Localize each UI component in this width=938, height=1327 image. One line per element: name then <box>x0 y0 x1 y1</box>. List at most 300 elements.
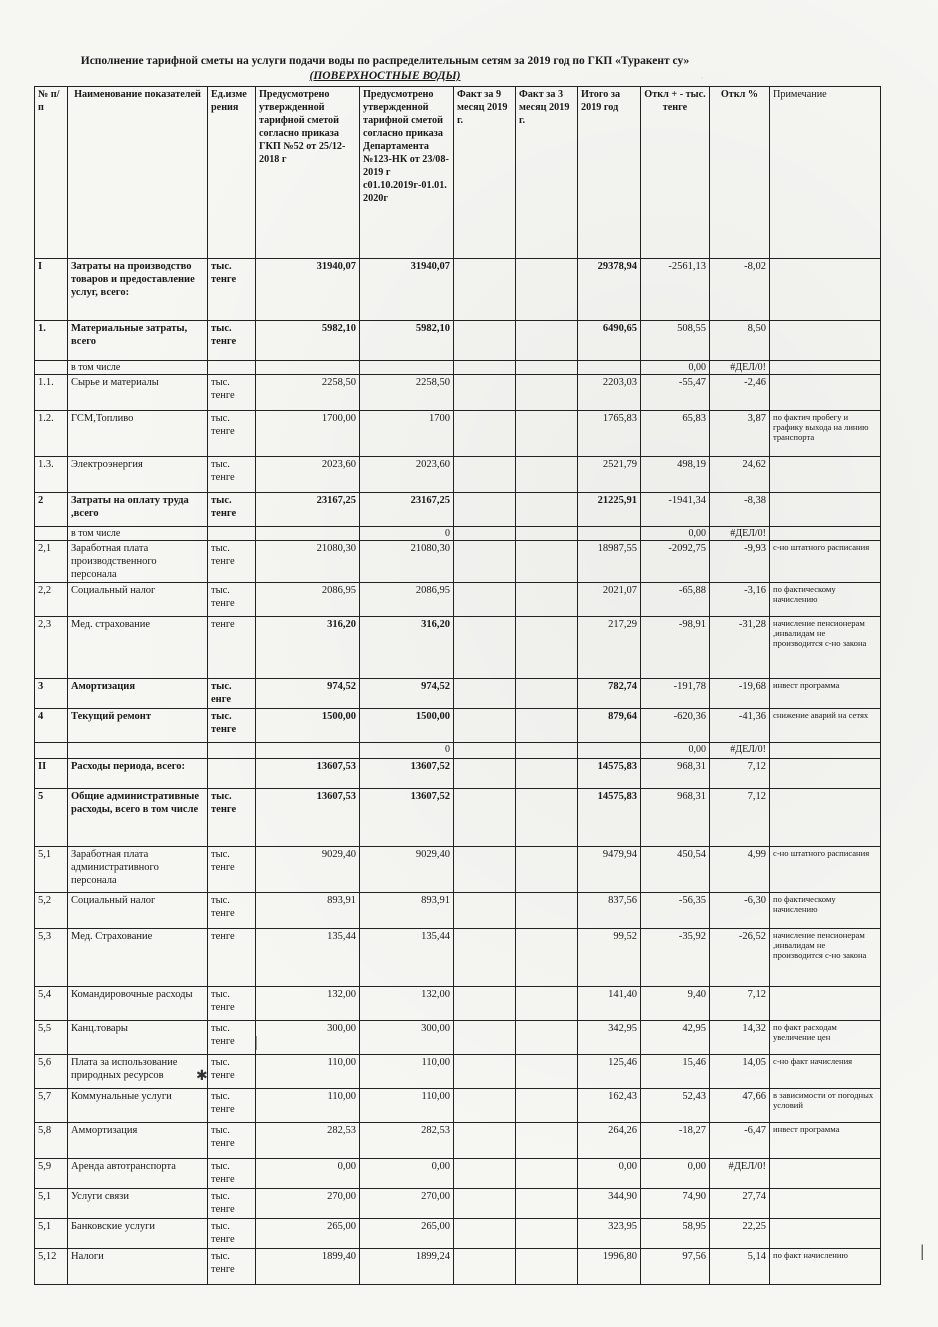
row-fact3 <box>516 1089 578 1123</box>
row-fact9 <box>454 375 516 411</box>
row-no: I <box>35 259 68 321</box>
row-name: в том числе <box>68 361 208 375</box>
table-row <box>35 929 881 987</box>
row-note <box>770 493 881 527</box>
row-total: 99,52 <box>578 929 641 987</box>
row-pct: -3,16 <box>710 583 770 617</box>
table-row <box>35 493 881 527</box>
row-plan2: 1899,24 <box>360 1249 454 1285</box>
title-subtitle: (ПОВЕРХНОСТНЫЕ ВОДЫ) <box>309 70 461 82</box>
row-fact9 <box>454 929 516 987</box>
row-plan1: 300,00 <box>256 1021 360 1055</box>
row-fact9 <box>454 1123 516 1159</box>
row-plan1: 0,00 <box>256 1159 360 1189</box>
row-note <box>770 759 881 789</box>
row-unit: тыс. тенге <box>208 789 256 847</box>
row-unit: тыс. тенге <box>208 583 256 617</box>
row-note <box>770 789 881 847</box>
table-row <box>35 1189 881 1219</box>
table-row <box>35 1219 881 1249</box>
title-text: Исполнение тарифной сметы на услуги подачи воды по распределительным сетям за 2019 год по ГКП «Туракент су» <box>80 55 690 67</box>
table-row <box>35 617 881 679</box>
row-total: 141,40 <box>578 987 641 1021</box>
row-plan1: 2086,95 <box>256 583 360 617</box>
row-plan2 <box>360 361 454 375</box>
row-unit <box>208 361 256 375</box>
row-pct: -31,28 <box>710 617 770 679</box>
row-no: 4 <box>35 709 68 743</box>
row-fact3 <box>516 759 578 789</box>
row-no: 5,12 <box>35 1249 68 1285</box>
row-fact3 <box>516 259 578 321</box>
header-unit: Ед.измерения <box>208 87 256 259</box>
row-unit: тыс. енге <box>208 679 256 709</box>
table-row <box>35 1089 881 1123</box>
row-fact3 <box>516 457 578 493</box>
row-no: 2,3 <box>35 617 68 679</box>
row-dev: -55,47 <box>641 375 710 411</box>
row-name: Расходы периода, всего: <box>68 759 208 789</box>
row-fact3 <box>516 1021 578 1055</box>
row-note: с-но штатного расписания <box>770 847 881 893</box>
row-plan2: 0,00 <box>360 1159 454 1189</box>
row-dev: 498,19 <box>641 457 710 493</box>
row-fact3 <box>516 929 578 987</box>
row-no: 1. <box>35 321 68 361</box>
row-dev: -2561,13 <box>641 259 710 321</box>
row-fact9 <box>454 759 516 789</box>
row-note <box>770 375 881 411</box>
header-plan2: Предусмотрено утвержденной тарифной сметой согласно приказа Департамента №123-НК от 23/08-2019 г с01.10.2019г-01.01.2020г <box>360 87 454 259</box>
table-header-row <box>35 87 881 259</box>
row-fact3 <box>516 1123 578 1159</box>
row-pct: -6,47 <box>710 1123 770 1159</box>
show-through-text: · <box>700 70 705 85</box>
row-name: Социальный налог <box>68 583 208 617</box>
row-plan1: 2258,50 <box>256 375 360 411</box>
row-fact3 <box>516 847 578 893</box>
header-fact3: Факт за 3 месяц 2019 г. <box>516 87 578 259</box>
row-fact3 <box>516 1159 578 1189</box>
row-pct: 5,14 <box>710 1249 770 1285</box>
row-fact9 <box>454 789 516 847</box>
row-plan1: 893,91 <box>256 893 360 929</box>
row-total: 6490,65 <box>578 321 641 361</box>
row-dev: -620,36 <box>641 709 710 743</box>
row-plan2: 23167,25 <box>360 493 454 527</box>
row-pct: -8,02 <box>710 259 770 321</box>
row-dev: 0,00 <box>641 743 710 759</box>
row-note <box>770 1159 881 1189</box>
row-plan1: 21080,30 <box>256 541 360 583</box>
row-total <box>578 361 641 375</box>
row-note <box>770 259 881 321</box>
row-fact9 <box>454 493 516 527</box>
row-plan2: 31940,07 <box>360 259 454 321</box>
row-no: II <box>35 759 68 789</box>
row-unit: тыс. тенге <box>208 375 256 411</box>
row-fact3 <box>516 1055 578 1089</box>
row-fact9 <box>454 527 516 541</box>
row-fact3 <box>516 987 578 1021</box>
row-plan1 <box>256 743 360 759</box>
row-no: 2,1 <box>35 541 68 583</box>
row-no: 5,7 <box>35 1089 68 1123</box>
row-name: Материальные затраты, всего <box>68 321 208 361</box>
row-dev: -35,92 <box>641 929 710 987</box>
row-dev: -1941,34 <box>641 493 710 527</box>
row-name: Плата за использование природных ресурсов <box>68 1055 208 1089</box>
row-plan1: 316,20 <box>256 617 360 679</box>
row-fact3 <box>516 375 578 411</box>
row-note: по фактическому начислению <box>770 583 881 617</box>
row-fact3 <box>516 679 578 709</box>
row-pct: #ДЕЛ/0! <box>710 743 770 759</box>
row-no: 3 <box>35 679 68 709</box>
row-unit: тыс. тенге <box>208 493 256 527</box>
row-unit: тыс. тенге <box>208 1123 256 1159</box>
row-total <box>578 527 641 541</box>
row-fact3 <box>516 709 578 743</box>
row-name: Банковские услуги <box>68 1219 208 1249</box>
row-pct: #ДЕЛ/0! <box>710 361 770 375</box>
table-row <box>35 847 881 893</box>
row-dev: -98,91 <box>641 617 710 679</box>
row-plan1: 1700,00 <box>256 411 360 457</box>
row-dev: -18,27 <box>641 1123 710 1159</box>
row-note: начисление пенсионерам ,инвалидам не производится с-но закона <box>770 617 881 679</box>
row-unit: тыс. тенге <box>208 847 256 893</box>
row-plan2: 135,44 <box>360 929 454 987</box>
row-unit: тыс. тенге <box>208 457 256 493</box>
row-unit: тыс. тенге <box>208 411 256 457</box>
row-pct: 22,25 <box>710 1219 770 1249</box>
table-row <box>35 375 881 411</box>
row-dev: 65,83 <box>641 411 710 457</box>
row-no: 5,1 <box>35 847 68 893</box>
row-note: по фактич пробегу и графику выхода на линию транспорта <box>770 411 881 457</box>
row-note: по фактическому начислению <box>770 893 881 929</box>
row-total: 782,74 <box>578 679 641 709</box>
row-plan1: 282,53 <box>256 1123 360 1159</box>
row-plan2: 0 <box>360 527 454 541</box>
row-note: с-но штатного расписания <box>770 541 881 583</box>
table-row <box>35 361 881 375</box>
row-plan1: 135,44 <box>256 929 360 987</box>
row-no: 1.2. <box>35 411 68 457</box>
row-name: Затраты на производство товаров и предоставление услуг, всего: <box>68 259 208 321</box>
row-dev: 968,31 <box>641 759 710 789</box>
row-no: 5,8 <box>35 1123 68 1159</box>
row-pct: 7,12 <box>710 789 770 847</box>
row-pct: 7,12 <box>710 987 770 1021</box>
table-row <box>35 259 881 321</box>
row-note <box>770 321 881 361</box>
row-name: Налоги <box>68 1249 208 1285</box>
row-plan2: 21080,30 <box>360 541 454 583</box>
row-fact9 <box>454 1089 516 1123</box>
row-unit: тенге <box>208 929 256 987</box>
row-no: 5,1 <box>35 1219 68 1249</box>
row-unit: тыс. тенге <box>208 1159 256 1189</box>
row-dev: 0,00 <box>641 527 710 541</box>
row-fact3 <box>516 1219 578 1249</box>
row-no: 5,1 <box>35 1189 68 1219</box>
row-total: 264,26 <box>578 1123 641 1159</box>
header-pct: Откл % <box>710 87 770 259</box>
row-unit: тыс. тенге <box>208 1021 256 1055</box>
row-total: 323,95 <box>578 1219 641 1249</box>
row-pct: -2,46 <box>710 375 770 411</box>
table-row <box>35 411 881 457</box>
row-name: Общие административные расходы, всего в том числе <box>68 789 208 847</box>
row-pct: -8,38 <box>710 493 770 527</box>
header-fact9: Факт за 9 месяц 2019 г. <box>454 87 516 259</box>
row-unit: тыс. тенге <box>208 893 256 929</box>
row-unit: тыс. тенге <box>208 1219 256 1249</box>
row-fact3 <box>516 583 578 617</box>
row-note <box>770 1189 881 1219</box>
row-note: с-но факт начисления <box>770 1055 881 1089</box>
row-plan2: 13607,52 <box>360 759 454 789</box>
row-fact9 <box>454 1219 516 1249</box>
row-fact9 <box>454 411 516 457</box>
row-total: 0,00 <box>578 1159 641 1189</box>
row-name: Канц.товары <box>68 1021 208 1055</box>
row-fact9 <box>454 1021 516 1055</box>
row-total: 1765,83 <box>578 411 641 457</box>
row-dev: 15,46 <box>641 1055 710 1089</box>
row-total: 1996,80 <box>578 1249 641 1285</box>
pen-mark: ǀ <box>920 1240 925 1265</box>
row-dev: 52,43 <box>641 1089 710 1123</box>
row-plan1: 23167,25 <box>256 493 360 527</box>
row-plan2: 270,00 <box>360 1189 454 1219</box>
row-total: 21225,91 <box>578 493 641 527</box>
row-no <box>35 743 68 759</box>
row-plan1: 13607,53 <box>256 759 360 789</box>
row-dev: 58,95 <box>641 1219 710 1249</box>
row-total: 217,29 <box>578 617 641 679</box>
row-fact3 <box>516 789 578 847</box>
row-name: Заработная плата производственного персонала <box>68 541 208 583</box>
row-dev: 0,00 <box>641 1159 710 1189</box>
row-note <box>770 361 881 375</box>
row-fact3 <box>516 541 578 583</box>
table-row <box>35 679 881 709</box>
row-total: 344,90 <box>578 1189 641 1219</box>
row-unit: тыс. тенге <box>208 987 256 1021</box>
row-fact9 <box>454 617 516 679</box>
row-unit <box>208 743 256 759</box>
row-total: 2203,03 <box>578 375 641 411</box>
header-name: Наименование показателей <box>68 87 208 259</box>
row-plan1: 5982,10 <box>256 321 360 361</box>
row-fact3 <box>516 743 578 759</box>
estimate-table <box>34 86 881 1285</box>
row-fact9 <box>454 1189 516 1219</box>
row-no: 5,5 <box>35 1021 68 1055</box>
row-fact9 <box>454 743 516 759</box>
row-unit: тенге <box>208 617 256 679</box>
row-plan2: 1500,00 <box>360 709 454 743</box>
row-plan2: 2258,50 <box>360 375 454 411</box>
row-dev: 0,00 <box>641 361 710 375</box>
row-dev: 97,56 <box>641 1249 710 1285</box>
row-dev: 9,40 <box>641 987 710 1021</box>
row-plan2: 132,00 <box>360 987 454 1021</box>
row-plan2: 2086,95 <box>360 583 454 617</box>
row-plan2: 2023,60 <box>360 457 454 493</box>
row-fact9 <box>454 893 516 929</box>
row-plan1: 1899,40 <box>256 1249 360 1285</box>
row-note <box>770 457 881 493</box>
table-body <box>35 259 881 1285</box>
pen-mark: ǀ <box>254 1033 259 1055</box>
header-no: № п/п <box>35 87 68 259</box>
row-fact3 <box>516 617 578 679</box>
row-pct: 8,50 <box>710 321 770 361</box>
row-name: Амортизация <box>68 679 208 709</box>
row-name: Мед. Страхование <box>68 929 208 987</box>
row-plan2: 5982,10 <box>360 321 454 361</box>
row-name: Мед. страхование <box>68 617 208 679</box>
row-dev: -56,35 <box>641 893 710 929</box>
row-pct: 47,66 <box>710 1089 770 1123</box>
row-plan1 <box>256 527 360 541</box>
row-no <box>35 527 68 541</box>
row-note: инвест программа <box>770 679 881 709</box>
row-pct: #ДЕЛ/0! <box>710 527 770 541</box>
row-pct: 14,32 <box>710 1021 770 1055</box>
row-unit: тыс. тенге <box>208 709 256 743</box>
row-plan2: 110,00 <box>360 1055 454 1089</box>
row-unit: тыс. тенге <box>208 541 256 583</box>
row-pct: 4,99 <box>710 847 770 893</box>
row-pct: 3,87 <box>710 411 770 457</box>
row-no: 1.1. <box>35 375 68 411</box>
row-plan1: 265,00 <box>256 1219 360 1249</box>
row-total: 18987,55 <box>578 541 641 583</box>
header-dev: Откл + - тыс. тенге <box>641 87 710 259</box>
row-fact9 <box>454 1159 516 1189</box>
row-unit: тыс. тенге <box>208 321 256 361</box>
table-row <box>35 541 881 583</box>
row-fact9 <box>454 259 516 321</box>
row-note: в зависимости от погодных условий <box>770 1089 881 1123</box>
row-name: Заработная плата административного персонала <box>68 847 208 893</box>
row-fact9 <box>454 1249 516 1285</box>
row-pct: 27,74 <box>710 1189 770 1219</box>
row-unit <box>208 527 256 541</box>
row-plan2: 282,53 <box>360 1123 454 1159</box>
row-plan1: 132,00 <box>256 987 360 1021</box>
row-plan2: 0 <box>360 743 454 759</box>
row-no: 5,2 <box>35 893 68 929</box>
document-title <box>40 54 730 84</box>
row-fact9 <box>454 1055 516 1089</box>
row-name: Услуги связи <box>68 1189 208 1219</box>
row-plan1: 270,00 <box>256 1189 360 1219</box>
row-unit: тыс. тенге <box>208 1089 256 1123</box>
row-no: 5,6 <box>35 1055 68 1089</box>
table-row <box>35 759 881 789</box>
row-total: 14575,83 <box>578 789 641 847</box>
row-fact9 <box>454 847 516 893</box>
row-plan1: 2023,60 <box>256 457 360 493</box>
row-plan2: 893,91 <box>360 893 454 929</box>
row-plan1: 110,00 <box>256 1089 360 1123</box>
row-plan2: 974,52 <box>360 679 454 709</box>
row-name: в том числе <box>68 527 208 541</box>
row-dev: 42,95 <box>641 1021 710 1055</box>
row-fact3 <box>516 321 578 361</box>
row-no: 1.3. <box>35 457 68 493</box>
row-note: по факт начислению <box>770 1249 881 1285</box>
row-fact9 <box>454 987 516 1021</box>
row-fact9 <box>454 541 516 583</box>
row-fact3 <box>516 361 578 375</box>
row-name: Аммортизация <box>68 1123 208 1159</box>
header-plan1: Предусмотрено утвержденной тарифной сметой согласно приказа ГКП №52 от 25/12-2018 г <box>256 87 360 259</box>
row-plan1 <box>256 361 360 375</box>
row-name: Текущий ремонт <box>68 709 208 743</box>
row-name: Затраты на оплату труда ,всего <box>68 493 208 527</box>
row-plan1: 110,00 <box>256 1055 360 1089</box>
row-note <box>770 527 881 541</box>
row-total: 9479,94 <box>578 847 641 893</box>
row-total: 162,43 <box>578 1089 641 1123</box>
row-name: Электроэнергия <box>68 457 208 493</box>
row-dev: 74,90 <box>641 1189 710 1219</box>
row-name: ГСМ,Топливо <box>68 411 208 457</box>
row-fact3 <box>516 1189 578 1219</box>
row-name: Коммунальные услуги <box>68 1089 208 1123</box>
row-note: по факт расходам увеличение цен <box>770 1021 881 1055</box>
row-plan2: 300,00 <box>360 1021 454 1055</box>
row-name <box>68 743 208 759</box>
row-fact9 <box>454 583 516 617</box>
row-pct: 24,62 <box>710 457 770 493</box>
table-row <box>35 583 881 617</box>
row-no: 5,9 <box>35 1159 68 1189</box>
table-row <box>35 1249 881 1285</box>
row-total: 879,64 <box>578 709 641 743</box>
row-total <box>578 743 641 759</box>
row-dev: 450,54 <box>641 847 710 893</box>
row-total: 14575,83 <box>578 759 641 789</box>
row-plan2: 9029,40 <box>360 847 454 893</box>
row-unit <box>208 759 256 789</box>
table-row <box>35 1055 881 1089</box>
row-pct: -19,68 <box>710 679 770 709</box>
row-fact9 <box>454 321 516 361</box>
header-total: Итого за 2019 год <box>578 87 641 259</box>
row-plan2: 1700 <box>360 411 454 457</box>
row-fact9 <box>454 457 516 493</box>
row-no: 2 <box>35 493 68 527</box>
row-plan2: 110,00 <box>360 1089 454 1123</box>
table-row <box>35 987 881 1021</box>
row-total: 125,46 <box>578 1055 641 1089</box>
row-fact9 <box>454 679 516 709</box>
row-name: Сырье и материалы <box>68 375 208 411</box>
row-no: 5 <box>35 789 68 847</box>
row-plan1: 13607,53 <box>256 789 360 847</box>
row-note <box>770 743 881 759</box>
row-name: Аренда автотранспорта <box>68 1159 208 1189</box>
row-fact9 <box>454 709 516 743</box>
